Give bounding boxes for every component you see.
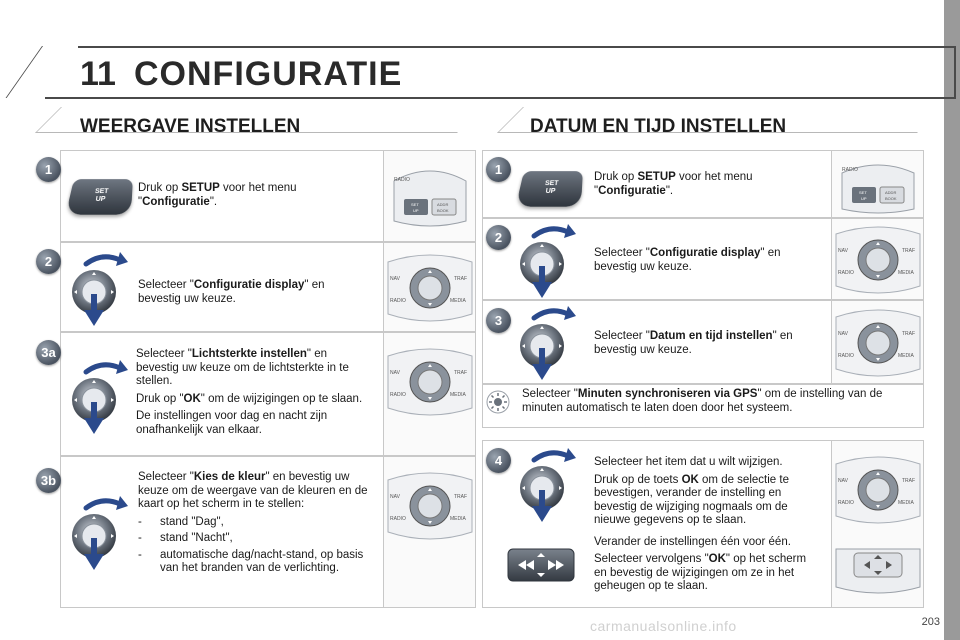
setup-button-icon: SET UP — [66, 179, 133, 215]
left-step-1-text: Druk op SETUP voor het menu "Configuratie". — [138, 182, 297, 208]
right-step-3-text: Selecteer "Datum en tijd instellen" en bevestig uw keuze. — [594, 330, 793, 356]
console-setup-thumbnail — [831, 151, 923, 217]
console-knob-thumbnail — [383, 333, 475, 455]
step-badge-2: 2 — [486, 225, 511, 250]
svg-text:NAV: NAV — [838, 478, 848, 484]
svg-text:RADIO: RADIO — [390, 298, 406, 304]
svg-text:MEDIA: MEDIA — [450, 298, 466, 304]
console-dpad-thumbnail — [832, 539, 923, 607]
rotary-knob-push-icon — [510, 222, 580, 300]
page-side-bar — [944, 0, 960, 640]
svg-text:BOOK: BOOK — [437, 208, 449, 213]
svg-text:TRAF: TRAF — [454, 370, 468, 376]
step-badge-4: 4 — [486, 448, 511, 473]
sun-settings-icon — [486, 390, 510, 414]
chapter-number: 11 — [80, 55, 116, 93]
console-knob-icon — [384, 333, 475, 455]
console-setup-thumbnail — [383, 151, 475, 241]
console-knob-icon — [832, 301, 923, 383]
left-section-title: WEERGAVE INSTELLEN — [80, 116, 301, 137]
svg-text:NAV: NAV — [838, 248, 848, 254]
rotary-knob-push-icon — [62, 358, 132, 436]
svg-text:TRAF: TRAF — [454, 276, 468, 282]
right-step-gps-text: Selecteer "Minuten synchroniseren via GPS" om de instelling van de minuten automatisch te laten doen door het systeem. — [522, 388, 883, 414]
rotary-knob-push-icon — [62, 250, 132, 328]
svg-text:NAV: NAV — [390, 494, 400, 500]
svg-text:MEDIA: MEDIA — [450, 392, 466, 398]
left-step-3b-text: Selecteer "Kies de kleur" en bevestig uw keuze om de weergave van de kleuren en de kaart op het scherm in te stellen: - stand "Dag", - stand "Nacht", - automatische dag/nacht-stand, op basis van het branden van de verlichting. — [138, 471, 368, 574]
svg-text:TRAF: TRAF — [902, 248, 916, 254]
rotary-knob-push-icon — [510, 446, 580, 524]
left-step-2-text: Selecteer "Configuratie display" en bevestig uw keuze. — [138, 279, 325, 305]
svg-text:MEDIA: MEDIA — [898, 500, 914, 506]
svg-text:BOOK: BOOK — [885, 196, 897, 201]
console-setup-icon — [832, 151, 923, 217]
step-badge-3b: 3b — [36, 468, 61, 493]
header-rule-right — [954, 46, 956, 98]
console-knob-thumbnail — [831, 219, 923, 299]
svg-text:SET: SET — [859, 190, 867, 195]
svg-text:ADDR: ADDR — [437, 202, 449, 207]
console-knob-icon — [832, 219, 923, 299]
svg-text:RADIO: RADIO — [390, 392, 406, 398]
svg-text:TRAF: TRAF — [902, 331, 916, 337]
svg-text:SET: SET — [411, 202, 419, 207]
rotary-knob-push-icon — [510, 304, 580, 382]
svg-text:NAV: NAV — [390, 276, 400, 282]
right-step-1-text: Druk op SETUP voor het menu "Configuratie". — [594, 171, 753, 197]
right-step-2-text: Selecteer "Configuratie display" en bevestig uw keuze. — [594, 247, 781, 273]
svg-text:NAV: NAV — [838, 331, 848, 337]
console-knob-icon — [832, 441, 923, 539]
console-knob-icon — [384, 457, 475, 607]
dpad-arrow-buttons-icon — [506, 547, 576, 583]
svg-text:RADIO: RADIO — [838, 353, 854, 359]
svg-text:MEDIA: MEDIA — [898, 353, 914, 359]
svg-text:TRAF: TRAF — [902, 478, 916, 484]
left-step-3a-text: Selecteer "Lichtsterkte instellen" en bevestig uw keuze om de lichtsterkte in te stellen. Druk op "OK" om de wijzigingen op te slaan. De instellingen voor dag en nacht zijn onafhankelijk van elkaar. — [136, 348, 363, 436]
console-knob-thumbnail — [831, 441, 923, 607]
rotary-knob-push-icon — [62, 494, 132, 572]
step-badge-1: 1 — [36, 157, 61, 182]
step-badge-3a: 3a — [36, 340, 61, 365]
chapter-title: CONFIGURATIE — [134, 55, 403, 93]
header-rule-top — [78, 46, 956, 48]
right-step-4-text: Selecteer het item dat u wilt wijzigen. Druk op de toets OK om de selectie te bevestigen, verander de instelling en bevestig de wijziging nogmaals om de nieuwe gegevens op te slaan. Verander de instellingen één voor één. Selecteer vervolgens "OK" op het scherm en bevestig de wijzigingen om ze in het geheugen op te slaan. — [594, 456, 807, 592]
right-section-title: DATUM EN TIJD INSTELLEN — [530, 116, 787, 137]
setup-button-icon: SET UP — [516, 171, 583, 207]
svg-text:UP: UP — [861, 196, 867, 201]
svg-text:RADIO: RADIO — [838, 500, 854, 506]
svg-text:TRAF: TRAF — [454, 494, 468, 500]
console-knob-thumbnail — [831, 301, 923, 383]
svg-text:ADDR: ADDR — [885, 190, 897, 195]
svg-text:RADIO: RADIO — [390, 516, 406, 522]
step-badge-2: 2 — [36, 249, 61, 274]
console-knob-icon — [384, 243, 475, 331]
svg-text:RADIO: RADIO — [842, 167, 858, 173]
svg-text:RADIO: RADIO — [394, 177, 410, 183]
header-rule-diagonal — [6, 46, 78, 98]
svg-text:MEDIA: MEDIA — [898, 270, 914, 276]
step-badge-3: 3 — [486, 308, 511, 333]
svg-text:UP: UP — [413, 208, 419, 213]
svg-text:RADIO: RADIO — [838, 270, 854, 276]
console-knob-thumbnail — [383, 243, 475, 331]
console-setup-icon — [384, 151, 475, 241]
page-number: 203 — [921, 616, 940, 628]
svg-text:MEDIA: MEDIA — [450, 516, 466, 522]
step-badge-1: 1 — [486, 157, 511, 182]
console-knob-thumbnail — [383, 457, 475, 607]
header-rule-bottom — [45, 97, 956, 99]
watermark: carmanualsonline.info — [590, 618, 737, 634]
svg-text:NAV: NAV — [390, 370, 400, 376]
